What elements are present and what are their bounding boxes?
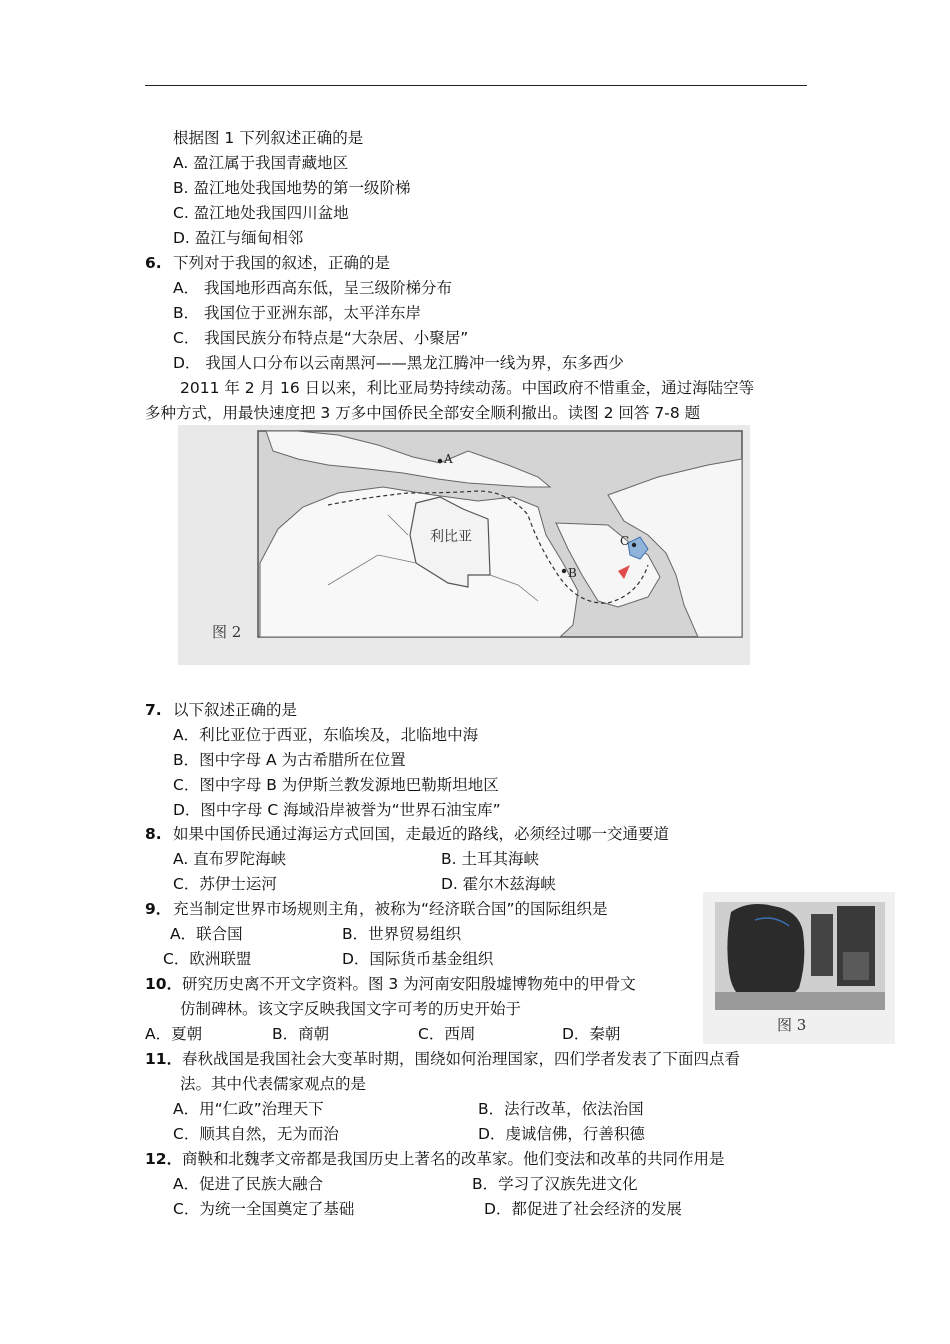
q11-option-c: C．顺其自然，无为而治 <box>173 1125 339 1143</box>
q7-option-a: A．利比亚位于西亚，东临埃及，北临地中海 <box>173 726 479 744</box>
photo-caption: 图 3 <box>777 1016 807 1034</box>
q8-number: 8. <box>145 825 162 843</box>
q7-number: 7. <box>145 701 162 719</box>
q12-stem: 商鞅和北魏孝文帝都是我国历史上著名的改革家。他们变法和改革的共同作用是 <box>182 1150 725 1168</box>
q8-option-a: A. 直布罗陀海峡 <box>173 850 287 868</box>
passage-line-2: 多种方式，用最快速度把 3 万多中国侨民全部安全顺利撤出。读图 2 回答 7-8 题 <box>145 404 701 422</box>
map-label-libya: 利比亚 <box>430 529 472 545</box>
map-marker-c: C <box>620 534 630 548</box>
q12-number: 12． <box>145 1150 183 1168</box>
q10-stem-1: 研究历史离不开文字资料。图 3 为河南安阳殷墟博物苑中的甲骨文 <box>182 975 636 993</box>
q6-stem: 下列对于我国的叙述，正确的是 <box>173 254 391 272</box>
q6-option-b: B． 我国位于亚洲东部，太平洋东岸 <box>173 304 422 322</box>
q10-option-d: D．秦朝 <box>562 1025 621 1043</box>
q11-stem-2: 法。其中代表儒家观点的是 <box>180 1075 367 1093</box>
q10-option-a: A．夏朝 <box>145 1025 203 1043</box>
header-rule <box>145 85 807 86</box>
q9-option-c: C．欧洲联盟 <box>163 950 252 968</box>
q5-option-b: B. 盈江地处我国地势的第一级阶梯 <box>173 179 411 197</box>
q8-option-d: D. 霍尔木兹海峡 <box>441 875 556 893</box>
q9-stem: 充当制定世界市场规则主角，被称为“经济联合国”的国际组织是 <box>173 900 608 918</box>
passage-line-1: 2011 年 2 月 16 日以来，利比亚局势持续动荡。中国政府不惜重金，通过海陆空等 <box>180 379 755 397</box>
q11-stem-1: 春秋战国是我国社会大变革时期，围绕如何治理国家，四们学者发表了下面四点看 <box>182 1050 741 1068</box>
q10-option-c: C．西周 <box>418 1025 476 1043</box>
q5-option-a: A. 盈江属于我国青藏地区 <box>173 154 349 172</box>
map-marker-a: A <box>444 452 453 466</box>
q6-option-d: D． 我国人口分布以云南黑河——黑龙江腾冲一线为界，东多西少 <box>173 354 624 372</box>
q12-option-a: A．促进了民族大融合 <box>173 1175 324 1193</box>
q12-option-b: B．学习了汉族先进文化 <box>472 1175 638 1193</box>
q12-option-d: D．都促进了社会经济的发展 <box>484 1200 682 1218</box>
q5-stem: 根据图 1 下列叙述正确的是 <box>173 129 364 147</box>
q11-option-d: D．虔诚信佛，行善积德 <box>478 1125 645 1143</box>
q10-option-b: B．商朝 <box>272 1025 330 1043</box>
q9-option-a: A．联合国 <box>170 925 243 943</box>
map-caption: 图 2 <box>212 623 242 641</box>
q5-option-d: D. 盈江与缅甸相邻 <box>173 229 304 247</box>
map-marker-b: B <box>568 566 577 580</box>
q10-number: 10． <box>145 975 183 993</box>
q12-option-c: C．为统一全国奠定了基础 <box>173 1200 355 1218</box>
q11-option-b: B．法行改革，依法治国 <box>478 1100 644 1118</box>
q5-option-c: C. 盈江地处我国四川盆地 <box>173 204 349 222</box>
photo-figure-3 <box>703 892 895 1044</box>
q9-option-b: B．世界贸易组织 <box>342 925 462 943</box>
q8-option-b: B. 土耳其海峡 <box>441 850 539 868</box>
q7-option-d: D．图中字母 C 海域沿岸被誉为“世界石油宝库” <box>173 801 501 819</box>
map-figure-2 <box>178 425 750 665</box>
q10-stem-2: 仿制碑林。该文字反映我国文字可考的历史开始于 <box>180 1000 522 1018</box>
q6-number: 6. <box>145 254 162 272</box>
q9-option-d: D．国际货币基金组织 <box>342 950 494 968</box>
q11-number: 11． <box>145 1050 183 1068</box>
q6-option-a: A． 我国地形西高东低，呈三级阶梯分布 <box>173 279 453 297</box>
q9-number: 9． <box>145 900 172 918</box>
q11-option-a: A．用“仁政”治理天下 <box>173 1100 324 1118</box>
q7-option-c: C．图中字母 B 为伊斯兰教发源地巴勒斯坦地区 <box>173 776 499 794</box>
q6-option-c: C． 我国民族分布特点是“大杂居、小聚居” <box>173 329 469 347</box>
q8-stem: 如果中国侨民通过海运方式回国，走最近的路线，必须经过哪一交通要道 <box>173 825 670 843</box>
q8-option-c: C．苏伊士运河 <box>173 875 277 893</box>
q7-stem: 以下叙述正确的是 <box>173 701 298 719</box>
q7-option-b: B．图中字母 A 为古希腊所在位置 <box>173 751 406 769</box>
